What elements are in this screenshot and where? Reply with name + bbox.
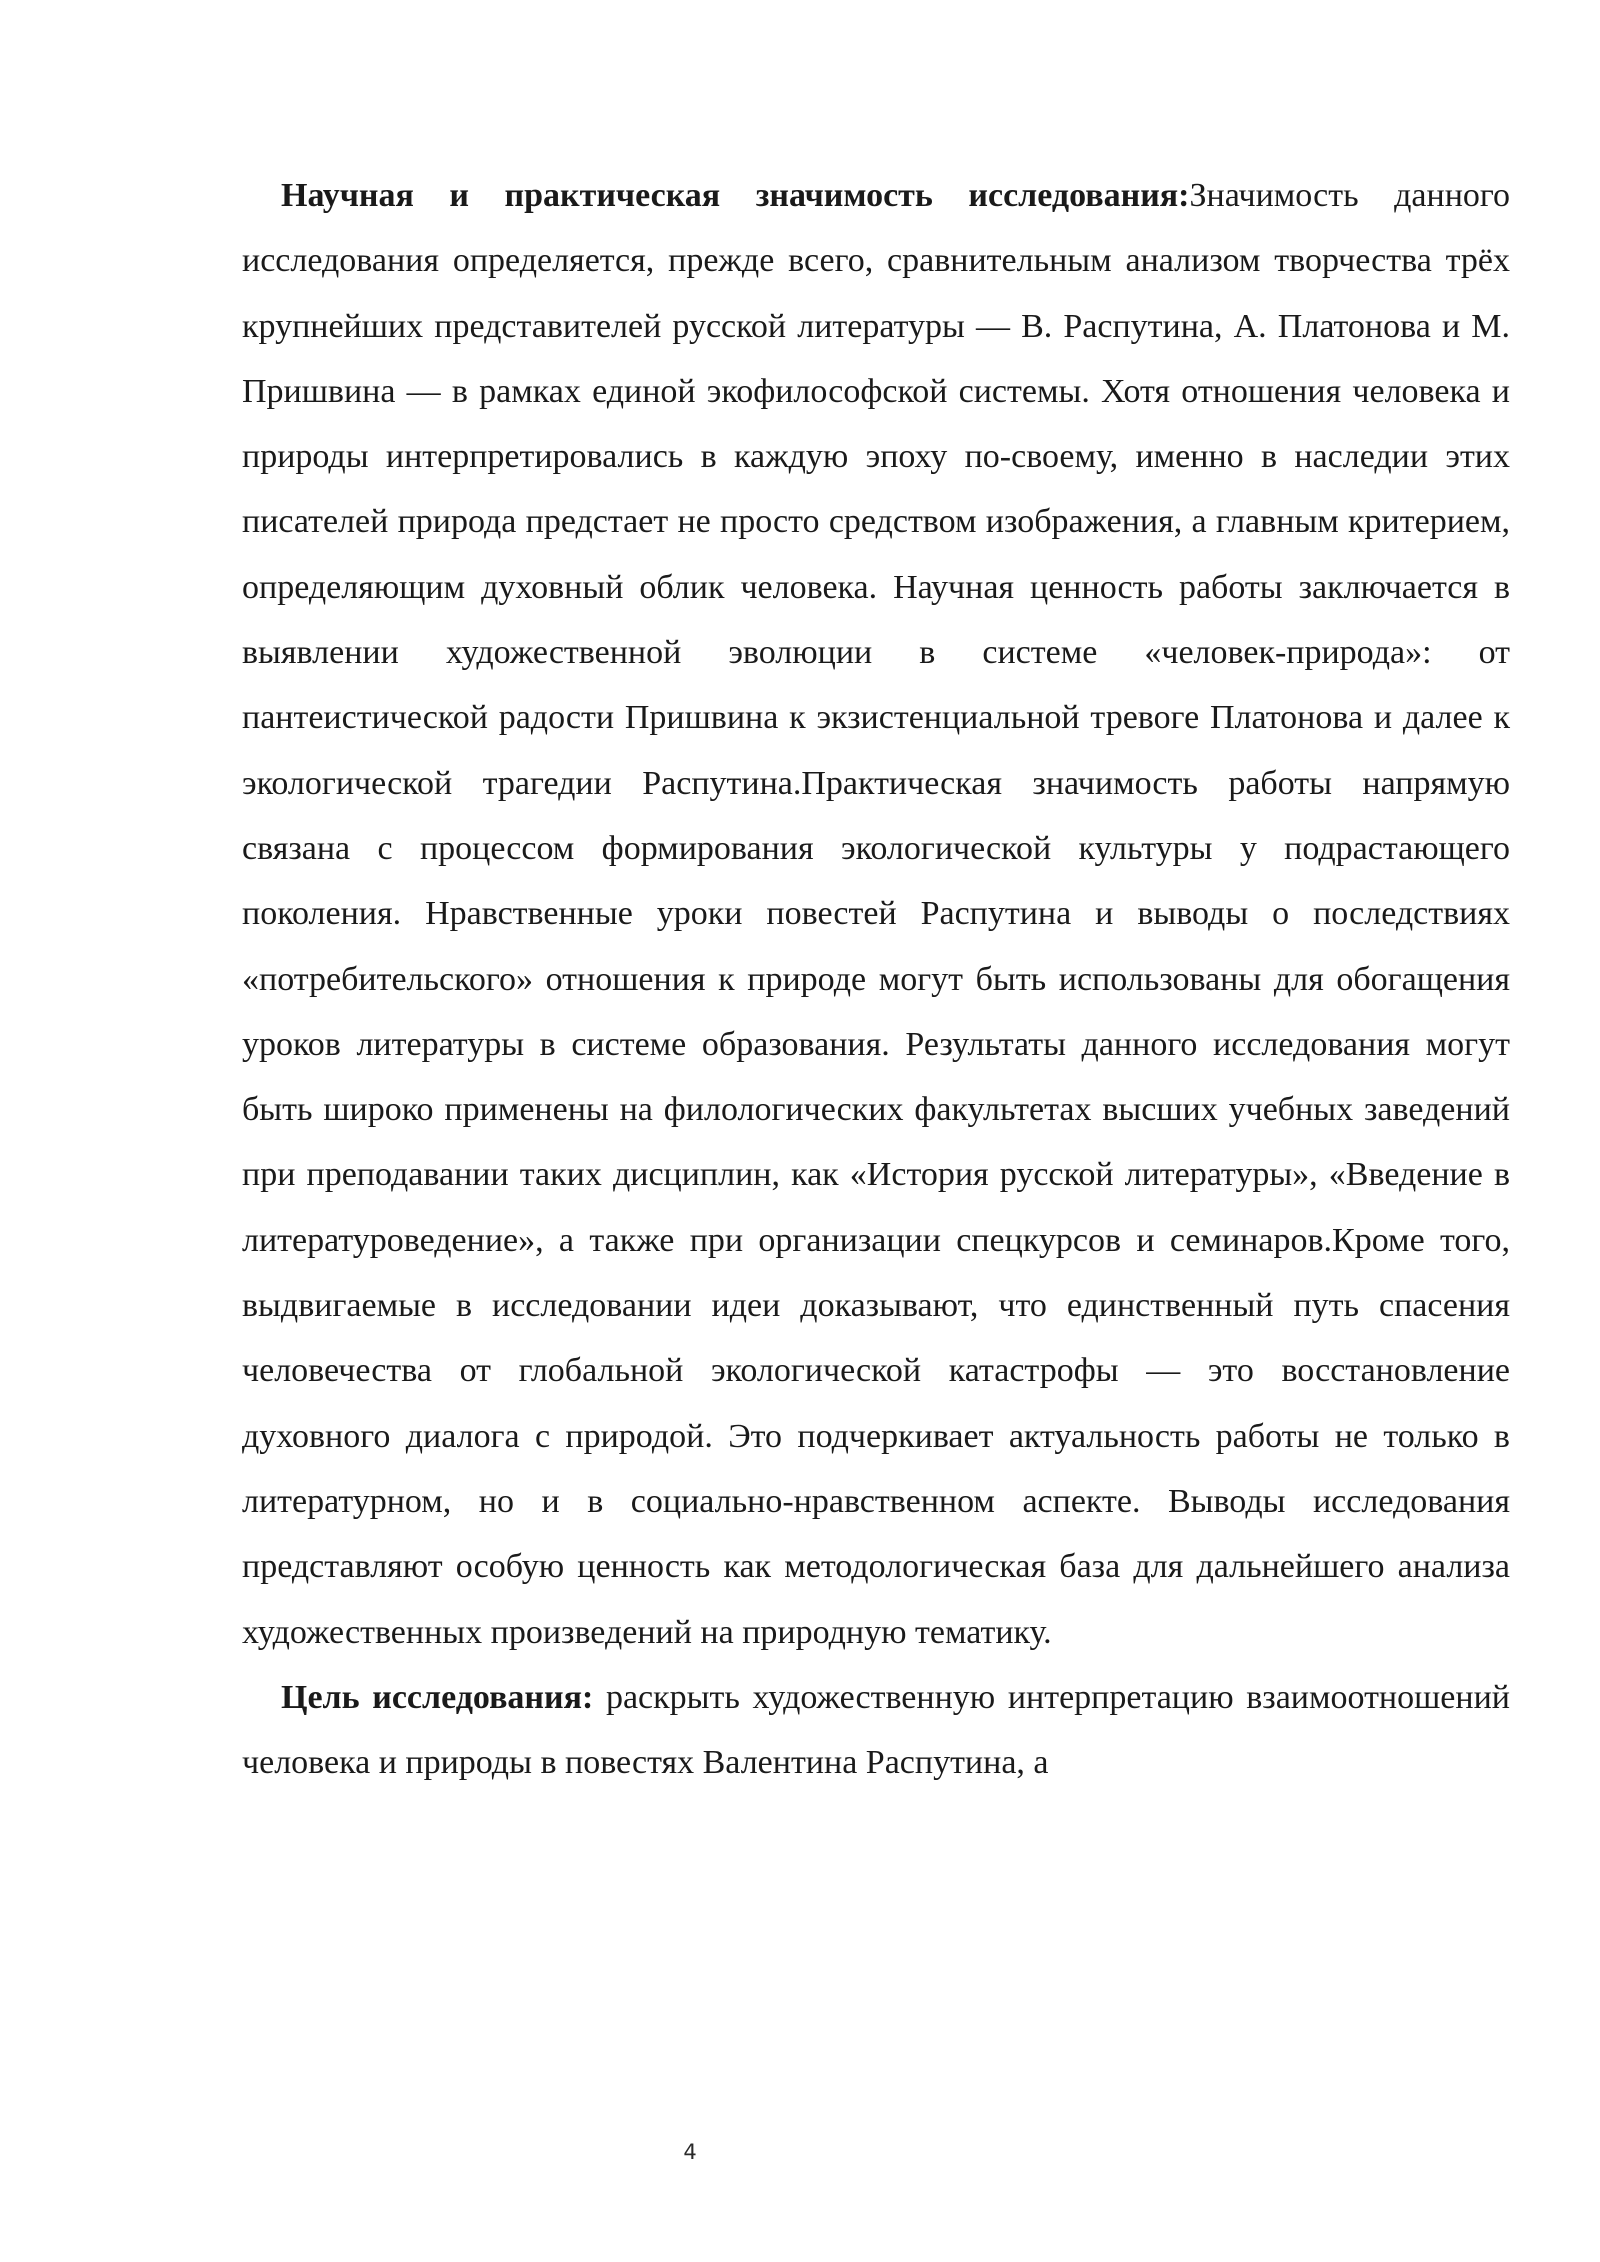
goal-text: раскрыть художественную интерпретацию взаимоотношений человека и природы в повестях Валентина Распутина, а	[242, 1678, 1510, 1782]
goal-heading: Цель исследования:	[281, 1678, 594, 1716]
significance-paragraph	[242, 163, 1510, 1665]
significance-heading: Научная и практическая значимость исследования:	[281, 177, 1190, 214]
document-body	[242, 163, 1510, 1795]
significance-text: Значимость данного исследования определяется, прежде всего, сравнительным анализом творчества трёх крупнейших представителей русской литературы — В. Распутина, А. Платонова и М. Пришвина — в рамках единой экофилософской системы. Хотя отношения человека и природы интерпретировались в каждую эпоху по-своему, именно в наследии этих писателей природа предстает не просто средством изображения, а главным критерием, определяющим духовный облик человека. Научная ценность работы заключается в выявлении художественной эволюции в системе «человек-природа»: от пантеистической радости Пришвина к экзистенциальной тревоге Платонова и далее к экологической трагедии Распутина.Практическая значимость работы напрямую связана с процессом формирования экологической культуры у подрастающего поколения. Нравственные уроки повестей Распутина и выводы о последствиях «потребительского» отношения к природе могут быть использованы для обогащения уроков литературы в системе образования. Результаты данного исследования могут быть широко применены на филологических факультетах высших учебных заведений при преподавании таких дисциплин, как «История русской литературы», «Введение в литературоведение», а также при организации спецкурсов и семинаров.Кроме того, выдвигаемые в исследовании идеи доказывают, что единственный путь спасения человечества от глобальной экологической катастрофы — это восстановление духовного диалога с природой. Это подчеркивает актуальность работы не только в литературном, но и в социально-нравственном аспекте. Выводы исследования представляют особую ценность как методологическая база для дальнейшего анализа художественных произведений на природную тематику.	[242, 177, 1511, 1651]
goal-paragraph	[242, 1665, 1510, 1796]
page-number: 4	[683, 2140, 697, 2164]
